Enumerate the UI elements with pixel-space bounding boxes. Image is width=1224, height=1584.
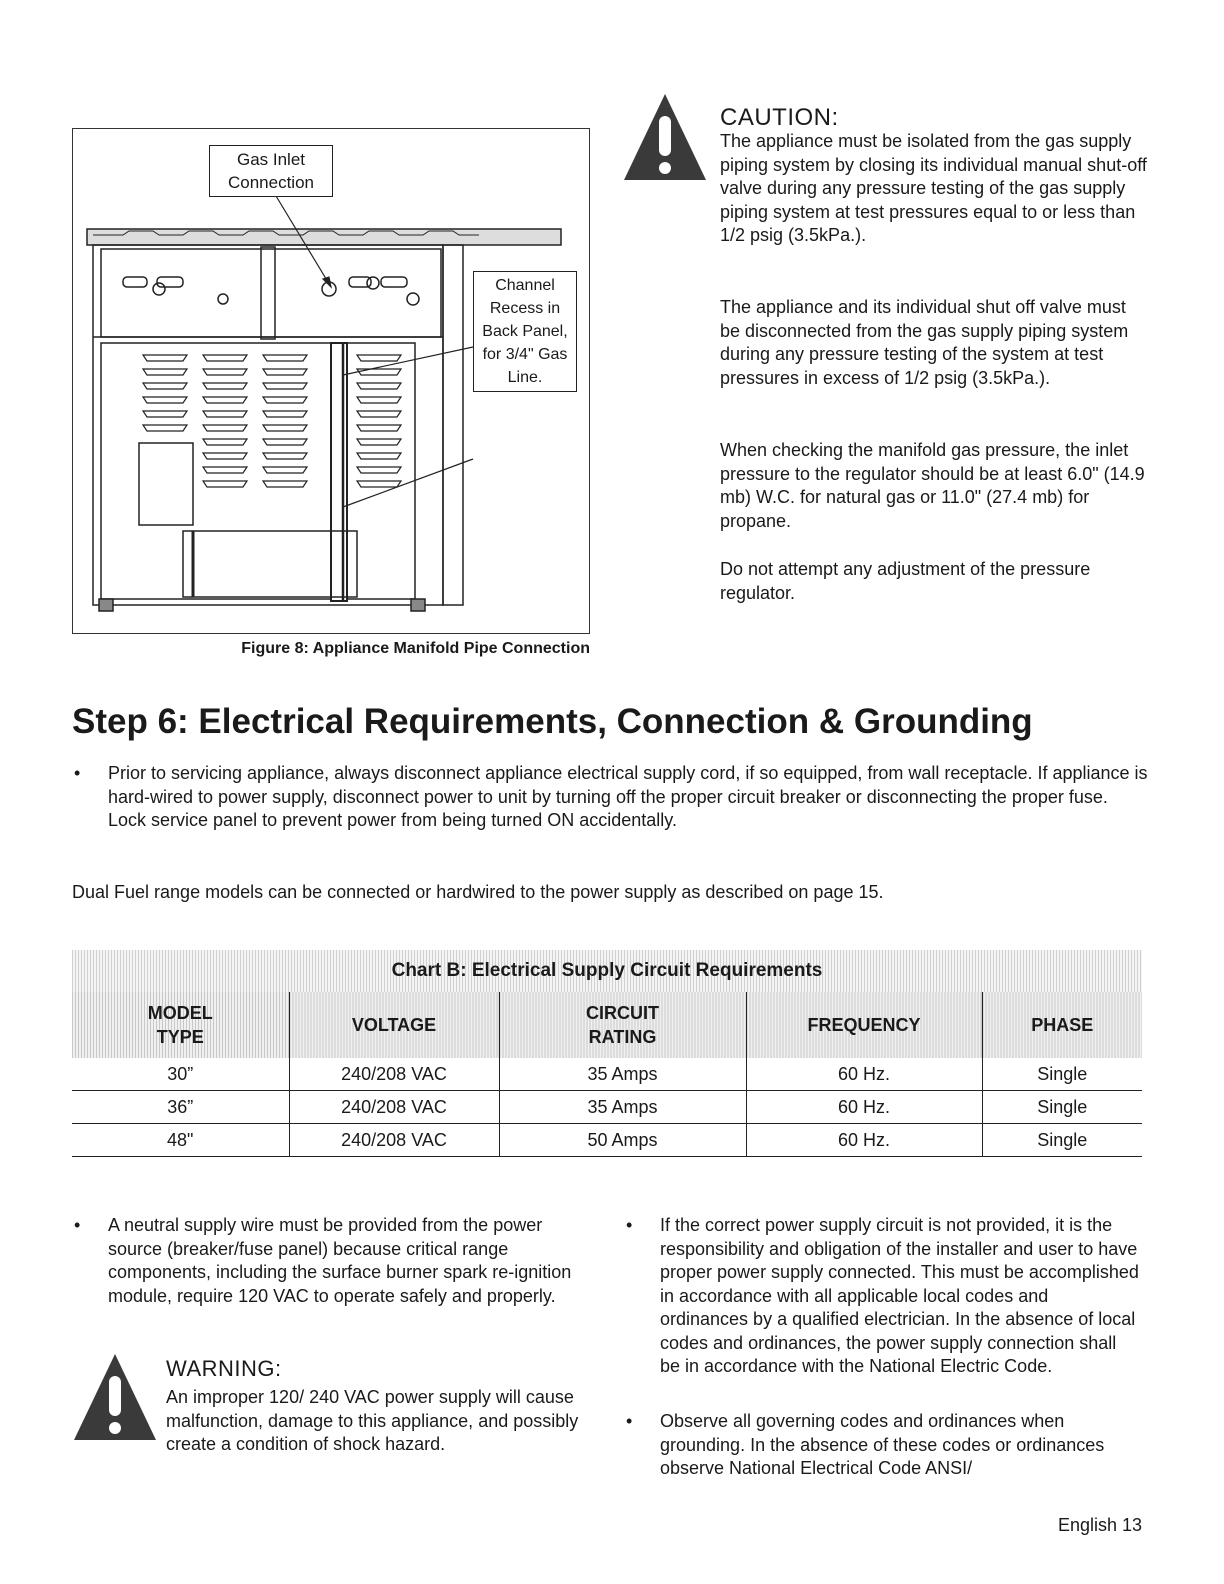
cell-circuit: 50 Amps — [499, 1124, 746, 1157]
figure-frame — [72, 128, 590, 634]
table-row — [72, 1058, 1142, 1091]
bullet-dot: • — [626, 1411, 633, 1431]
cell-frequency: 60 Hz. — [746, 1091, 982, 1124]
bullet-dot: • — [74, 1215, 81, 1235]
cell-model: 36” — [72, 1091, 289, 1124]
bullet-grounding — [626, 1410, 1140, 1481]
bullet-neutral-wire-text: A neutral supply wire must be provided from the power source (breaker/fuse panel) because critical range components, including the surface burner spark re-ignition module, require 120 VAC to operate safely and properly. — [108, 1215, 572, 1306]
caution-title: CAUTION: — [720, 104, 839, 131]
caution-paragraph-3: When checking the manifold gas pressure, the inlet pressure to the regulator should be at least 6.0" (14.9 mb) W.C. for natural gas or 11.0" (27.4 mb) for propane. — [720, 440, 1145, 531]
warning-title: WARNING: — [166, 1356, 282, 1381]
gas-inlet-callout — [209, 145, 333, 197]
cell-circuit: 35 Amps — [499, 1091, 746, 1124]
warning-text: An improper 120/ 240 VAC power supply will cause malfunction, damage to this appliance, and possibly create a condition of shock hazard. — [166, 1387, 579, 1454]
header-frequency — [746, 992, 982, 1058]
channel-callout-line-1: Channel — [495, 277, 555, 294]
header-phase-text: PHASE — [1031, 1015, 1094, 1035]
caution-paragraph-4: Do not attempt any adjustment of the pressure regulator. — [720, 559, 1091, 603]
header-circuit-line-1: CIRCUIT — [586, 1003, 659, 1023]
cell-phase: Single — [982, 1091, 1142, 1124]
caution-paragraph-1: The appliance must be isolated from the gas supply piping system by closing its individual manual shut-off valve during any pressure testing of the gas supply piping system at test pressures equal to or less than 1/2 psig (3.5kPa.). — [720, 131, 1147, 245]
header-frequency-text: FREQUENCY — [807, 1015, 921, 1035]
header-model-line-2: TYPE — [156, 1027, 204, 1047]
table-title: Chart B: Electrical Supply Circuit Requirements — [72, 950, 1142, 992]
cell-phase: Single — [982, 1124, 1142, 1157]
bullet-neutral-wire — [74, 1214, 590, 1308]
page-number: English 13 — [1057, 1515, 1142, 1535]
table-row — [72, 1091, 1142, 1124]
header-circuit-line-2: RATING — [588, 1027, 657, 1047]
channel-callout-line-2: Recess in — [489, 300, 561, 317]
bullet-disconnect-text: Prior to servicing appliance, always disconnect appliance electrical supply cord, if so equipped, from wall receptacle. If appliance is hard-wired to power supply, disconnect power to unit by turning off the proper circuit breaker or disconnecting the proper fuse. Lock service panel to prevent power from being turned ON accidentally. — [108, 763, 1148, 830]
header-phase — [982, 992, 1142, 1058]
cell-phase: Single — [982, 1058, 1142, 1091]
cell-model: 48" — [72, 1124, 289, 1157]
header-circuit-rating — [499, 992, 746, 1058]
cell-circuit: 35 Amps — [499, 1058, 746, 1091]
channel-callout-line-5: Line. — [507, 369, 543, 386]
gas-inlet-callout-line-2: Connection — [227, 173, 314, 192]
caution-warning-icon — [622, 90, 708, 184]
bullet-power-supply-circuit — [626, 1214, 1140, 1379]
bullet-dot: • — [626, 1215, 633, 1235]
header-model-type — [72, 992, 289, 1058]
channel-callout — [473, 271, 577, 392]
header-voltage — [289, 992, 499, 1058]
cell-voltage: 240/208 VAC — [289, 1058, 499, 1091]
cell-voltage: 240/208 VAC — [289, 1124, 499, 1157]
bullet-disconnect — [74, 762, 1148, 833]
bullet-grounding-text: Observe all governing codes and ordinances when grounding. In the absence of these codes or ordinances observe National Electrical Code ANSI/ — [660, 1411, 1105, 1478]
cell-frequency: 60 Hz. — [746, 1058, 982, 1091]
channel-callout-line-4: for 3/4" Gas — [482, 346, 568, 363]
cell-voltage: 240/208 VAC — [289, 1091, 499, 1124]
dual-fuel-note: Dual Fuel range models can be connected or hardwired to the power supply as described on page 15. — [72, 882, 884, 902]
figure-caption: Figure 8: Appliance Manifold Pipe Connection — [241, 640, 590, 657]
warning-triangle-icon — [72, 1350, 158, 1444]
cell-frequency: 60 Hz. — [746, 1124, 982, 1157]
gas-inlet-callout-line-1: Gas Inlet — [236, 150, 306, 169]
electrical-requirements-table — [72, 950, 1142, 1157]
bullet-power-supply-circuit-text: If the correct power supply circuit is not provided, it is the responsibility and obligation of the installer and user to have proper power supply connected. This must be accomplished in accordance with all applicable local codes and ordinances by a qualified electrician. In the absence of local codes and ordinances, the power supply connection shall be in accordance with the National Electric Code. — [660, 1215, 1139, 1376]
caution-paragraph-2: The appliance and its individual shut off valve must be disconnected from the gas supply piping system during any pressure testing of the system at test pressures in excess of 1/2 psig (3.5kPa.). — [720, 297, 1129, 388]
cell-model: 30” — [72, 1058, 289, 1091]
section-heading: Step 6: Electrical Requirements, Connection & Grounding — [72, 702, 1033, 741]
bullet-dot: • — [74, 763, 81, 783]
table-row — [72, 1124, 1142, 1157]
channel-callout-line-3: Back Panel, — [482, 323, 568, 340]
header-voltage-text: VOLTAGE — [351, 1015, 437, 1035]
header-model-line-1: MODEL — [147, 1003, 213, 1023]
